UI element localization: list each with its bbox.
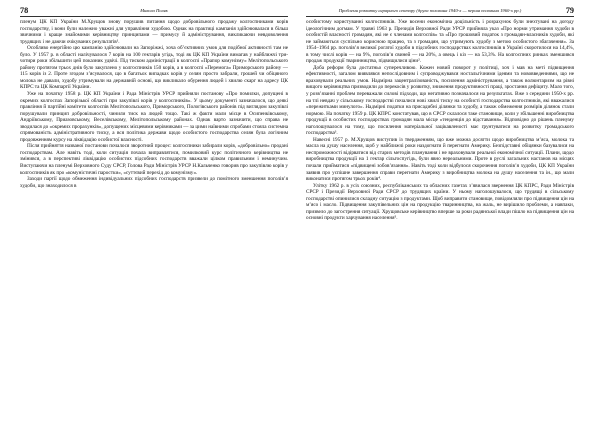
left-paragraph-5: Заходи партії щодо обмеження індивідуальних підсобних господарств призвели до помітного зменшення поголів’я худоби, що знаходилося в [20,176,288,189]
left-page-header [20,7,288,17]
right-paragraph-3: Навесні 1957 р. М.Хрущов виступив із твердженням, що вже можна досягти щодо виробництва м’яса, молока та масла на душу населення, щоб у найближчі роки наздогнати й перегнати Америку. Безпідставні обіцянки базувалися на неспроможності відірватися від старих методів планування і не враховували реальної економічної ситуації. Плани, щодо виробництва продукції на 1 гектар сільгоспугідь, були явно нереальними. Проте в руслі загальних настанов на місцях почали прийматися «підвищені зобов’язання». Навіть тоді коли відбулося скорочення поголів’я худоби, ЦК КП України заявив про успішне завершення справи перегнати Америку з виробництва молока на душу населення та ін., що мали виконатися протягом трьох років⁴. [306,136,574,183]
left-paragraph-2: Особливо енергійно цю кампанію здійснювали на Запоріжжі, хоча об’єктивних умов для подібної активності там не було. У 1957 р. в області налічувалося 7 корів на 100 гектарів угідь, тоді як ЦК КП України вимагав у найближчі три-чотири роки збільшити цей показник удвічі. Під тиском адміністрації в колгоспі «Прапор комунізму» Мелітопольського району протягом трьох днів було закуплено у колгоспників 150 корів, а в колгоспі «Перемога» Приморського району — 115 корів із 2. Проте згодом з’ясувалося, що в багатьох випадках корів у селян просто забрали, грошей чи обіцяного молока не давали, худобу утримували на державній основі, що викликало обурення людей і хвилю скарг на адресу ЦК КПРС та ЦК Компартії України. [20,45,288,91]
left-paragraph-1: пленум ЦК КП України М.Хрущов знову порушив питання щодо добровільного продажу колгоспниками корів господарству, і вони були належно уважні для управління худобою. Однак на практиці кампанія здійснювалася в більш звичними і краще знайомими керівництву принципами — примусу й адміністрування, викликаючи невдоволення трудящих і не даючи очікуваних результатів¹. [20,19,288,45]
left-page [20,7,288,419]
right-paragraph-4: Улітку 1962 р. в усіх союзних, республіканських та обласних газетах з’явилася звернення ЦК КПРС, Ради Міністрів СРСР і Президії Верховної Ради СРСР до трудящих країни. У ньому наголошувалося, що трудящі в сільському господарстві опинилися складну ситуацію з продуктами. Щоб виправити становище, повідомляли про підвищення цін на м’ясо і масло. Підвищення закупівельних цін на продукцію тваринництва, на жаль, не вирішило проблеми, а навпаки, призвело до загострення ситуації. Хрущовське керівництво вперше за роки радянської влади пішло на підвищення цін на основні продукти харчування населення⁵. [306,182,574,222]
left-running-header: Микола Поляк [140,7,168,13]
left-paragraph-3: Уже на початку 1958 р. ЦК КП України і Рада Міністрів УРСР прийняли постанову «Про помилки, допущені в окремих колгоспах Запорізької області при закупівлі корів у колгоспників». У цьому документі зазначалося, що деякі правління й партійні комітети колгоспів Мелітопольського, Приморського, Пологівського районів під виглядом закупівлі порушували принцип добровільності, чинили тиск на людей тощо. Такі ж факти мали місце в Осипенківському, Андріївському, Приазовському, Веселівському, Мелітопольському районах. Однак варто зазначити, що справа не зводилася до «окремих прорахунків», допущених місцевими керівниками — за цими наївними спробами стояла системна спрямованість адміністративного тиску, а вся політика держави щодо особистого господарства селян була логічним продовженням курсу на ліквідацію особистої власності. [20,91,288,143]
right-paragraph-2: Доба реформ була достатньо суперечливою. Кожен новий поворот у політиці, хоч і мав на меті підвищення ефективності, загалом виявлявся непослідовним і супроводжувався ностальгічними ідеями та нововведеннями, що не враховували реальних умов. Надмірна зацентралізованість, посилення адміністрування, а також волюнтаризм на рівні вищого керівництва призводили до перекосів у розвитку, зниження продуктивності праці, зростання дефіциту. Мало того, у розв’язанні проблем переважали силові підходи, що негативно позначалося на результатах. Вже з середини 1950-х рр. на тлі невдач у сільському господарстві почалися нові хвилі тиску на особисті господарства колгоспників, які вважалися «пережитками минулого». Надмірні податки на присадибні ділянки та худобу, а також обмеження розмірів ділянок стали нормою. На початку 1959 р. ЦК КПРС констатував, що в СРСР склалося таке становище, коли у збільшенні виробництва продукції в особистих господарствах громадян мала місце «тенденція до відставання». Відповідно до рішень пленуму наголошувалося на тому, що посилення матеріальної зацікавленості має ґрунтуватися на розвитку громадського господарства³. [306,64,574,137]
right-page-body [306,19,574,222]
right-page-number: 79 [565,7,574,15]
left-paragraph-4: Після прийняття названої постанови почалося зворотний процес: колгоспники забирали корів, «добровільно» продані господарствам. Але навіть тоді, коли ситуація почала виправлятися, помилковий курс політичного керівництва не змінився, а в перспективі ліквідацію особистих підсобних господарств вважали цілком правильним і неминучим. Виступаючи на пленумі Верховного Суду СРСР, Голова Ради Міністрів УРСР Н.Кальченко говорив про закупівлю корів у колгоспників як про «комуністичні паростки», «суттєвий перехід до комунізму». [20,143,288,176]
right-paragraph-1: особистому користуванні колгоспників. Уже восени економічна доцільність і розрахунок були знехтувані на догоду ідеологічним догмам. У травні 1963 р. Президія Верховної Ради УРСР прийняла указ «Про норми утримання худоби в особистій власності громадян, які не є членами колгоспів» та «Про грошовий податок з громадян-власників худоби, які не займаються суспільно корисною працею, та з громадян, що утримують худобу з метою особистого збагачення». За 1954–1964 рр. поголів’я великої рогатої худоби в підсобних господарствах колгоспників в Україні скоротилося на 14,4%, в тому числі корів — на 9%, поголів’я свиней — на 20%, а овець і кіз — на 53,3%. На колгоспних ринках зменшився продаж продукції тваринництва, підвищилися ціни². [306,19,574,65]
right-page [306,7,574,419]
left-page-body [20,19,288,189]
right-running-header: Проблеми розвитку аграрного сектору (друга половина 1940-х — перша половина 1960-х рр.) [338,7,522,13]
right-page-header [306,7,574,17]
left-page-number: 78 [20,7,29,15]
